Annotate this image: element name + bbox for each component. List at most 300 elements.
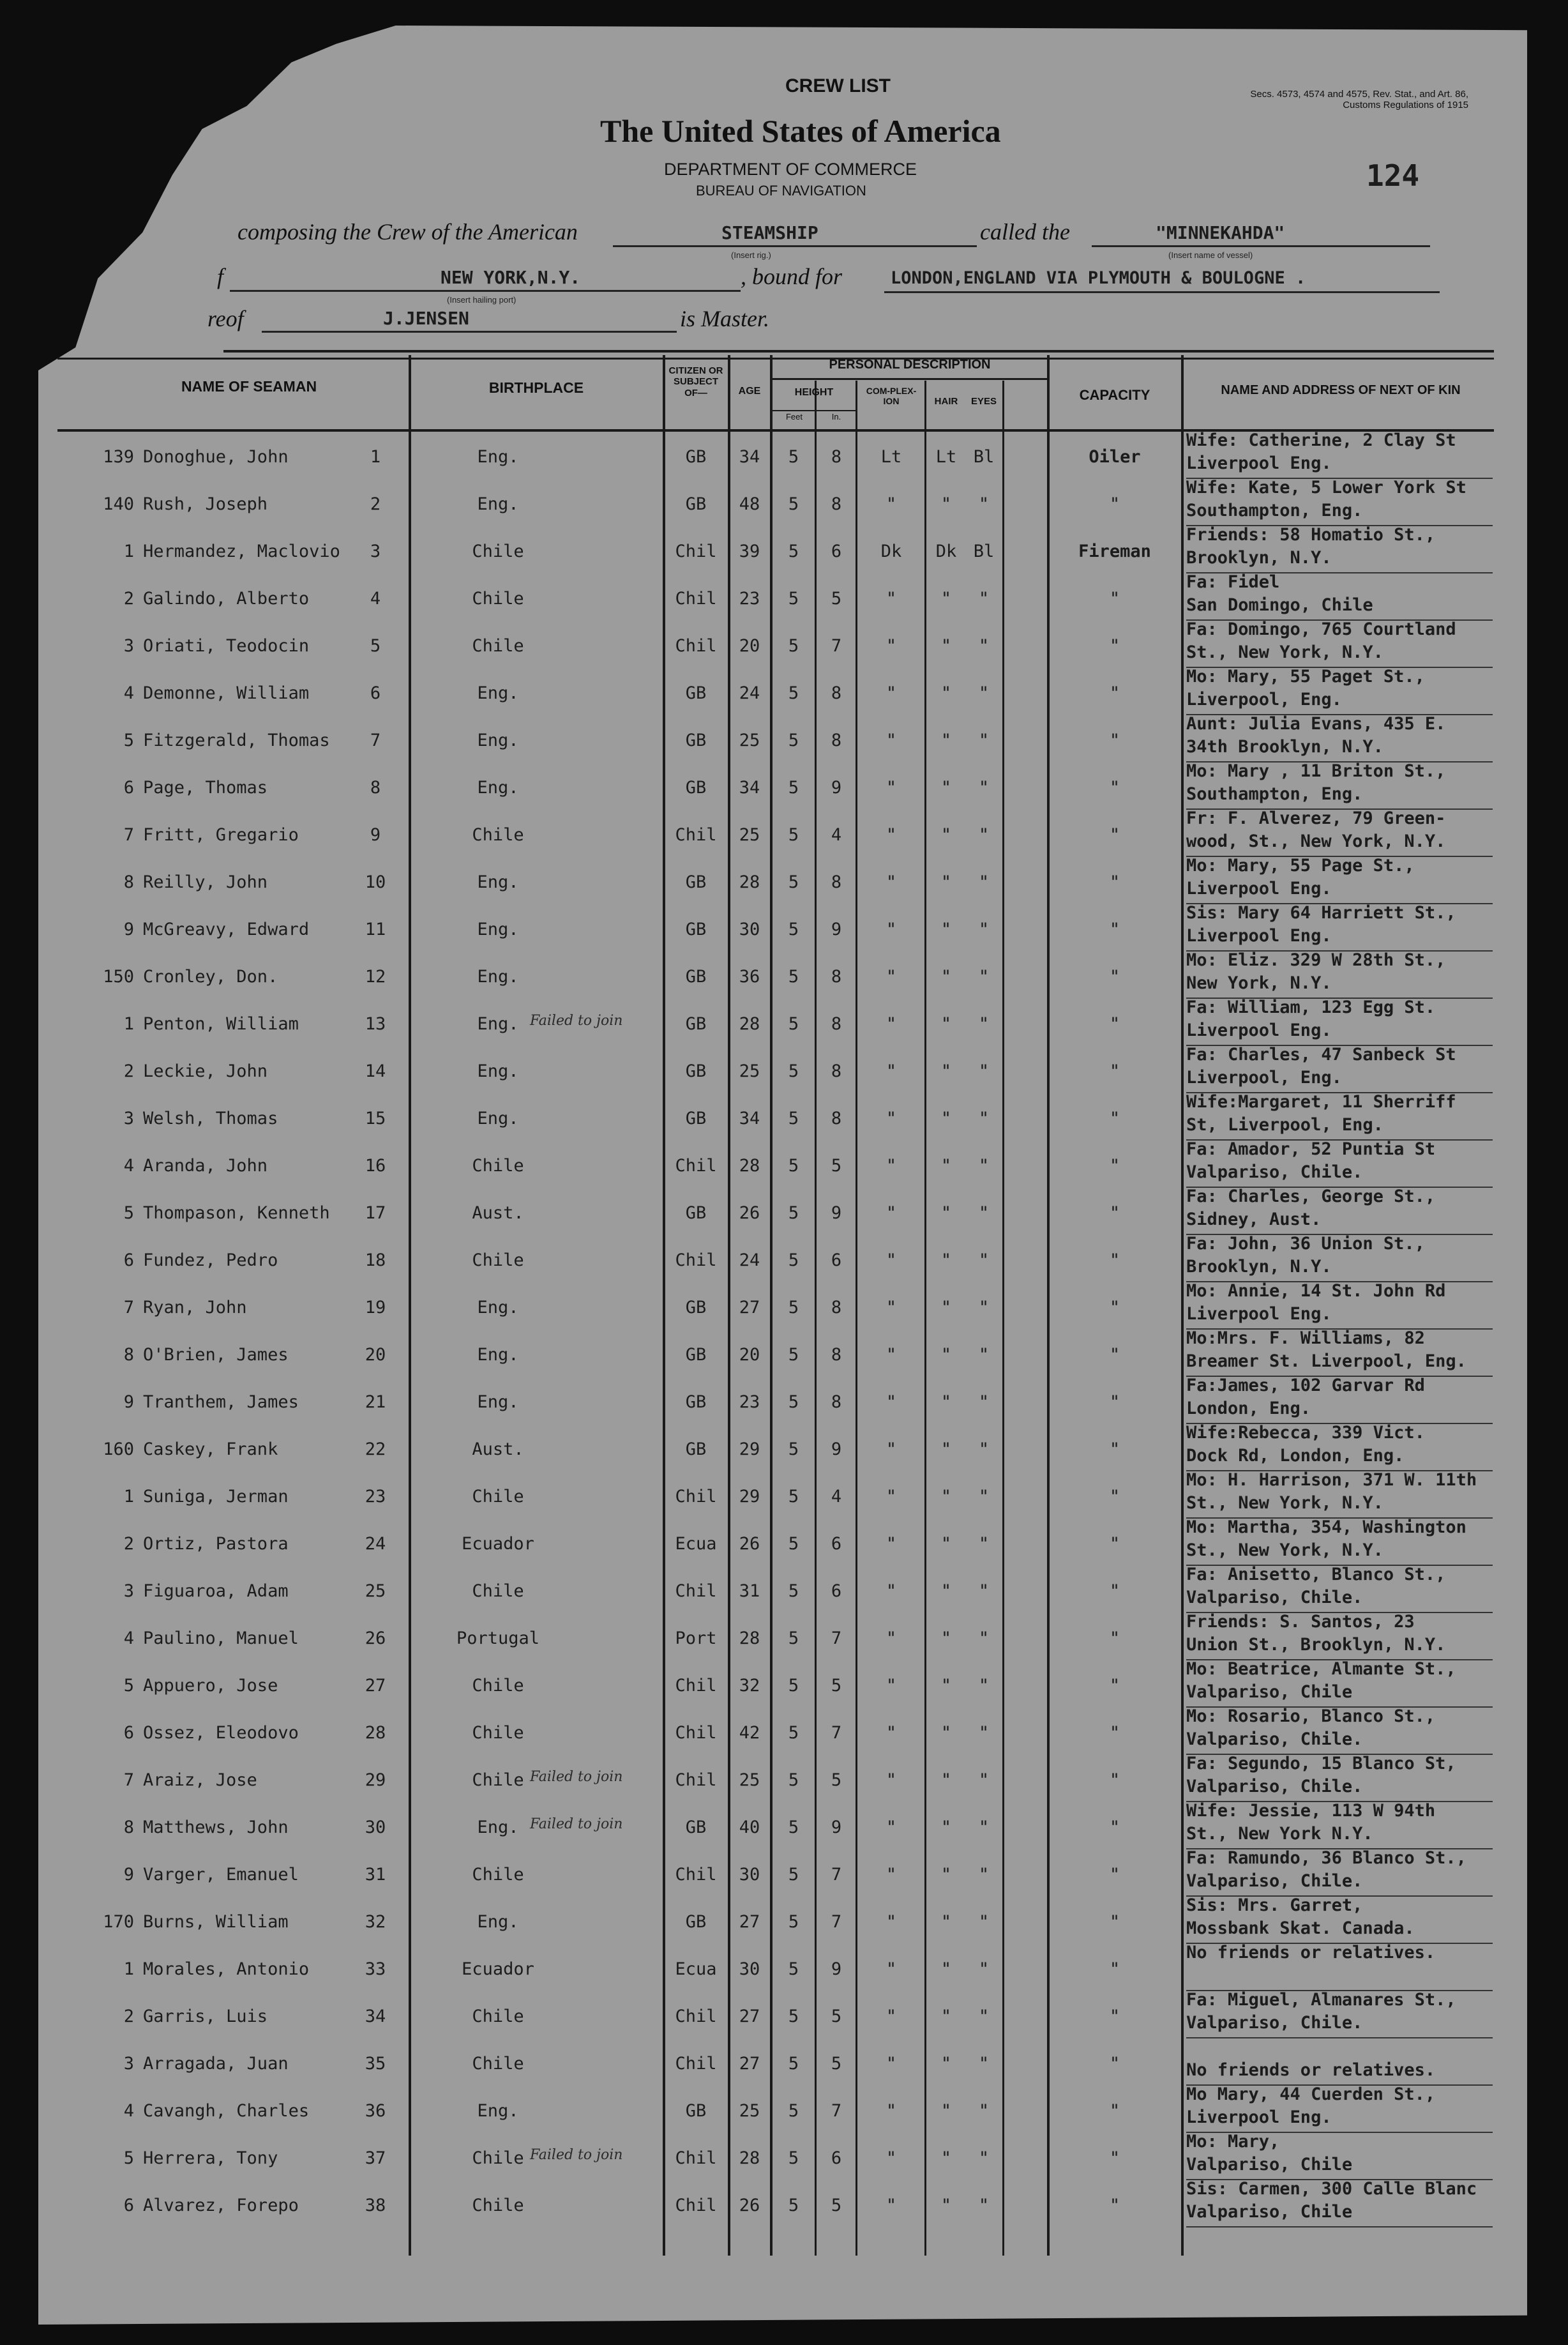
row-tally: 150 (103, 967, 134, 987)
citizenship: GB (685, 1345, 707, 1365)
capacity: " (1109, 1439, 1120, 1459)
capacity: " (1109, 683, 1120, 703)
row-tally: 8 (123, 872, 134, 892)
height-feet: 5 (788, 1628, 799, 1648)
birthplace: Chile (472, 1770, 524, 1790)
citizenship: Ecua (675, 1534, 717, 1554)
complexion: " (886, 1156, 897, 1176)
age: 28 (739, 872, 760, 892)
complexion: " (886, 825, 897, 845)
seaman-number: 30 (365, 1818, 386, 1837)
eyes: " (978, 1865, 990, 1885)
capacity: " (1109, 1061, 1120, 1081)
col-feet-header: Feet (785, 412, 803, 421)
age: 28 (739, 2148, 760, 2168)
capacity: " (1109, 2196, 1120, 2215)
seaman-name: Aranda, John (143, 1156, 268, 1176)
birthplace: Eng. (477, 1109, 519, 1128)
height-feet: 5 (788, 1770, 799, 1790)
seaman-name: Tranthem, James (143, 1392, 299, 1412)
capacity: " (1109, 589, 1120, 609)
next-of-kin-address: Liverpool Eng. (1186, 879, 1332, 899)
next-of-kin-name: Fa: Ramundo, 36 Blanco St., (1186, 1848, 1466, 1868)
col-name-header: NAME OF SEAMAN (181, 378, 317, 395)
next-of-kin-address: Liverpool Eng. (1186, 453, 1332, 473)
row-tally: 7 (123, 825, 134, 845)
hair: " (940, 1061, 952, 1081)
citizenship: GB (685, 1439, 707, 1459)
hair: " (940, 2007, 952, 2026)
master-name: J.JENSEN (383, 308, 469, 329)
age: 28 (739, 1628, 760, 1648)
height-inches: 8 (831, 1014, 842, 1034)
eyes: " (978, 636, 990, 656)
birthplace: Eng. (477, 1014, 519, 1034)
next-of-kin-address: Liverpool Eng. (1186, 1021, 1332, 1040)
age: 23 (739, 589, 760, 609)
birthplace: Eng. (477, 967, 519, 987)
citizenship: Chil (675, 542, 717, 561)
age: 28 (739, 1014, 760, 1034)
capacity: " (1109, 1912, 1120, 1932)
citizenship: Chil (675, 636, 717, 656)
hair: " (940, 2196, 952, 2215)
age: 26 (739, 2196, 760, 2215)
complexion: " (886, 967, 897, 987)
seaman-number: 33 (365, 1959, 386, 1979)
hair: " (940, 1770, 952, 1790)
next-of-kin-name: Wife: Jessie, 113 W 94th (1186, 1801, 1436, 1821)
age: 25 (739, 825, 760, 845)
height-inches: 6 (831, 1250, 842, 1270)
age: 27 (739, 2054, 760, 2074)
birthplace: Eng. (477, 494, 519, 514)
complexion: Dk (880, 542, 902, 561)
next-of-kin-name: Sis: Mrs. Garret, (1186, 1895, 1363, 1915)
height-feet: 5 (788, 1487, 799, 1506)
next-of-kin-address: Valpariso, Chile (1186, 1682, 1353, 1702)
citizenship: GB (685, 447, 707, 467)
next-of-kin-name: Friends: 58 Homatio St., (1186, 525, 1436, 545)
age: 42 (739, 1723, 760, 1743)
seaman-name: Rush, Joseph (143, 494, 268, 514)
age: 30 (739, 920, 760, 939)
age: 31 (739, 1581, 760, 1601)
citizenship: Chil (675, 1770, 717, 1790)
height-feet: 5 (788, 1014, 799, 1034)
row-tally: 5 (123, 731, 134, 750)
seaman-number: 10 (365, 872, 386, 892)
next-of-kin-address: St, Liverpool, Eng. (1186, 1115, 1383, 1135)
seaman-name: Page, Thomas (143, 778, 268, 798)
next-of-kin-name: Wife:Rebecca, 339 Vict. (1186, 1423, 1425, 1443)
seaman-number: 9 (370, 825, 381, 845)
seaman-name: Ossez, Eleodovo (143, 1723, 299, 1743)
eyes: " (978, 1298, 990, 1317)
complexion: " (886, 1676, 897, 1696)
rig-hint: (Insert rig.) (731, 250, 771, 260)
citizenship: Chil (675, 2007, 717, 2026)
height-inches: 5 (831, 1676, 842, 1696)
table-top-rule (223, 350, 1494, 353)
height-inches: 9 (831, 1818, 842, 1837)
complexion: " (886, 1014, 897, 1034)
bound-label: , bound for (741, 264, 843, 289)
complexion: " (886, 1487, 897, 1506)
capacity: " (1109, 1959, 1120, 1979)
bureau-label: BUREAU OF NAVIGATION (696, 183, 866, 199)
row-tally: 4 (123, 1156, 134, 1176)
height-feet: 5 (788, 967, 799, 987)
row-tally: 8 (123, 1818, 134, 1837)
complexion: " (886, 2196, 897, 2215)
next-of-kin-name: Mo:Mrs. F. Williams, 82 (1186, 1328, 1425, 1348)
height-inches: 8 (831, 1109, 842, 1128)
table-row (0, 1990, 1568, 2047)
seaman-name: Hermandez, Maclovio (143, 542, 340, 561)
failed-to-join-note: Failed to join (530, 1013, 623, 1029)
seaman-name: Welsh, Thomas (143, 1109, 278, 1128)
next-of-kin-address: New York, N.Y. (1186, 973, 1332, 993)
complexion: " (886, 2054, 897, 2074)
next-of-kin-name: Mo Mary, 44 Cuerden St., (1186, 2084, 1436, 2104)
seaman-number: 34 (365, 2007, 386, 2026)
hair: " (940, 494, 952, 514)
complexion: " (886, 1250, 897, 1270)
capacity: " (1109, 2007, 1120, 2026)
birthplace: Eng. (477, 1345, 519, 1365)
capacity: " (1109, 1628, 1120, 1648)
height-inches: 8 (831, 1392, 842, 1412)
eyes: " (978, 2196, 990, 2215)
vessel-hint: (Insert name of vessel) (1168, 250, 1253, 260)
complexion: " (886, 1818, 897, 1837)
statute-reference: Secs. 4573, 4574 and 4575, Rev. Stat., and Art. 86, Customs Regulations of 1915 (1250, 89, 1468, 110)
next-of-kin-name: Mo: Mary, 55 Paget St., (1186, 667, 1425, 687)
capacity: " (1109, 731, 1120, 750)
eyes: " (978, 1581, 990, 1601)
called-label: called the (980, 219, 1070, 245)
citizenship: GB (685, 1818, 707, 1837)
citizenship: Chil (675, 1723, 717, 1743)
capacity: " (1109, 1156, 1120, 1176)
age: 23 (739, 1392, 760, 1412)
seaman-name: Demonne, William (143, 683, 310, 703)
birthplace: Aust. (472, 1439, 524, 1459)
seaman-number: 6 (370, 683, 381, 703)
capacity: " (1109, 1865, 1120, 1885)
age: 24 (739, 683, 760, 703)
height-feet: 5 (788, 494, 799, 514)
age: 48 (739, 494, 760, 514)
complexion: " (886, 1345, 897, 1365)
hair: " (940, 1298, 952, 1317)
birthplace: Ecuador (462, 1959, 534, 1979)
next-of-kin-name: Mo: Mary , 11 Briton St., (1186, 761, 1446, 781)
birthplace: Chile (472, 825, 524, 845)
height-inches: 6 (831, 542, 842, 561)
complexion: " (886, 1628, 897, 1648)
hair: " (940, 1109, 952, 1128)
destination: LONDON,ENGLAND VIA PLYMOUTH & BOULOGNE . (891, 268, 1306, 288)
complexion: " (886, 1061, 897, 1081)
citizenship: GB (685, 1061, 707, 1081)
eyes: " (978, 1014, 990, 1034)
row-tally: 6 (123, 2196, 134, 2215)
eyes: " (978, 1487, 990, 1506)
next-of-kin-address: wood, St., New York, N.Y. (1186, 831, 1446, 851)
height-inches: 8 (831, 447, 842, 467)
eyes: " (978, 2054, 990, 2074)
row-tally: 7 (123, 1298, 134, 1317)
birthplace: Eng. (477, 731, 519, 750)
table-row (0, 2179, 1568, 2236)
height-inches: 6 (831, 1581, 842, 1601)
capacity: Oiler (1089, 447, 1141, 467)
height-inches: 7 (831, 2101, 842, 2121)
citizenship: Chil (675, 2148, 717, 2168)
birthplace: Eng. (477, 872, 519, 892)
row-tally: 5 (123, 2148, 134, 2168)
row-tally: 1 (123, 542, 134, 561)
line3-prefix: reof (207, 306, 244, 331)
seaman-name: Fritt, Gregario (143, 825, 299, 845)
seaman-name: Caskey, Frank (143, 1439, 278, 1459)
next-of-kin-address: Dock Rd, London, Eng. (1186, 1446, 1405, 1466)
complexion: " (886, 1865, 897, 1885)
destination-line (884, 291, 1440, 293)
hair: " (940, 1345, 952, 1365)
seaman-number: 15 (365, 1109, 386, 1128)
citizenship: GB (685, 920, 707, 939)
next-of-kin-name: Fa: Fidel (1186, 572, 1280, 592)
seaman-name: Garris, Luis (143, 2007, 268, 2026)
seaman-name: Leckie, John (143, 1061, 268, 1081)
department-label: DEPARTMENT OF COMMERCE (664, 160, 917, 179)
next-of-kin-address: London, Eng. (1186, 1399, 1311, 1418)
row-tally: 6 (123, 1723, 134, 1743)
complexion: " (886, 2101, 897, 2121)
hair: Dk (935, 542, 957, 561)
age: 30 (739, 1959, 760, 1979)
seaman-name: Alvarez, Forepo (143, 2196, 299, 2215)
height-inches: 7 (831, 1865, 842, 1885)
age: 25 (739, 1061, 760, 1081)
seaman-name: Araiz, Jose (143, 1770, 257, 1790)
age: 20 (739, 636, 760, 656)
hair: " (940, 589, 952, 609)
capacity: " (1109, 1203, 1120, 1223)
next-of-kin-address: St., New York, N.Y. (1186, 1493, 1383, 1513)
hair: " (940, 2101, 952, 2121)
birthplace: Ecuador (462, 1534, 534, 1554)
age: 28 (739, 1156, 760, 1176)
height-feet: 5 (788, 1818, 799, 1837)
vessel-name: "MINNEKAHDA" (1156, 222, 1285, 243)
eyes: " (978, 589, 990, 609)
next-of-kin-name: Wife: Catherine, 2 Clay St (1186, 430, 1456, 450)
seaman-number: 35 (365, 2054, 386, 2074)
capacity: " (1109, 1534, 1120, 1554)
next-of-kin-name: Fa: John, 36 Union St., (1186, 1234, 1425, 1254)
eyes: " (978, 2007, 990, 2026)
row-tally: 5 (123, 1676, 134, 1696)
row-tally: 170 (103, 1912, 134, 1932)
hair: " (940, 1250, 952, 1270)
next-of-kin-address: Southampton, Eng. (1186, 784, 1363, 804)
next-of-kin-address: Mossbank Skat. Canada. (1186, 1918, 1415, 1938)
hair: " (940, 1534, 952, 1554)
capacity: Fireman (1078, 542, 1151, 561)
seaman-number: 22 (365, 1439, 386, 1459)
row-tally: 2 (123, 2007, 134, 2026)
personal-rule (773, 378, 1047, 380)
birthplace: Chile (472, 1156, 524, 1176)
next-of-kin-name: Fa: William, 123 Egg St. (1186, 998, 1436, 1017)
citizenship: GB (685, 494, 707, 514)
row-tally: 3 (123, 2054, 134, 2074)
row-tally: 2 (123, 1061, 134, 1081)
height-feet: 5 (788, 1723, 799, 1743)
row-tally: 3 (123, 636, 134, 656)
birthplace: Chile (472, 636, 524, 656)
next-of-kin-address: Valpariso, Chile (1186, 2202, 1353, 2222)
hair: " (940, 1203, 952, 1223)
birthplace: Eng. (477, 1298, 519, 1317)
capacity: " (1109, 1250, 1120, 1270)
birthplace: Eng. (477, 1818, 519, 1837)
citizenship: GB (685, 683, 707, 703)
height-feet: 5 (788, 1061, 799, 1081)
next-of-kin-address: Liverpool, Eng. (1186, 1068, 1342, 1088)
seaman-number: 29 (365, 1770, 386, 1790)
sheet-number: 124 (1366, 158, 1420, 193)
eyes: " (978, 1770, 990, 1790)
eyes: " (978, 1676, 990, 1696)
citizenship: GB (685, 731, 707, 750)
seaman-name: Reilly, John (143, 872, 268, 892)
seaman-number: 28 (365, 1723, 386, 1743)
next-of-kin-name: Sis: Mary 64 Harriett St., (1186, 903, 1456, 923)
row-tally: 3 (123, 1581, 134, 1601)
citizenship: Chil (675, 2054, 717, 2074)
eyes: " (978, 1156, 990, 1176)
seaman-name: Galindo, Alberto (143, 589, 310, 609)
next-of-kin-address: Breamer St. Liverpool, Eng. (1186, 1351, 1466, 1371)
citizenship: Chil (675, 825, 717, 845)
height-feet: 5 (788, 2007, 799, 2026)
age: 32 (739, 1676, 760, 1696)
age: 40 (739, 1818, 760, 1837)
next-of-kin-name: Fa: Charles, George St., (1186, 1187, 1436, 1206)
birthplace: Chile (472, 2148, 524, 2168)
age: 36 (739, 967, 760, 987)
seaman-number: 13 (365, 1014, 386, 1034)
hair: Lt (935, 447, 957, 467)
next-of-kin-name: Aunt: Julia Evans, 435 E. (1186, 714, 1446, 734)
eyes: " (978, 920, 990, 939)
next-of-kin-address: Southampton, Eng. (1186, 501, 1363, 520)
height-inches: 9 (831, 1959, 842, 1979)
birthplace: Portugal (456, 1628, 540, 1648)
height-inches: 5 (831, 589, 842, 609)
birthplace: Eng. (477, 778, 519, 798)
capacity: " (1109, 494, 1120, 514)
eyes: " (978, 1061, 990, 1081)
seaman-name: Oriati, Teodocin (143, 636, 310, 656)
eyes: " (978, 1534, 990, 1554)
seaman-number: 3 (370, 542, 381, 561)
next-of-kin-name: Fa: Domingo, 765 Courtland (1186, 619, 1456, 639)
height-feet: 5 (788, 1250, 799, 1270)
next-of-kin-name: Fa: Anisetto, Blanco St., (1186, 1565, 1446, 1584)
seaman-number: 17 (365, 1203, 386, 1223)
capacity: " (1109, 1676, 1120, 1696)
citizenship: GB (685, 1912, 707, 1932)
eyes: " (978, 872, 990, 892)
next-of-kin-name: Fa: Amador, 52 Puntia St (1186, 1139, 1436, 1159)
next-of-kin-name: Mo: Eliz. 329 W 28th St., (1186, 950, 1446, 970)
height-inches: 8 (831, 1061, 842, 1081)
next-of-kin-address: No friends or relatives. (1186, 2060, 1436, 2080)
kin-underline (1186, 2226, 1493, 2227)
citizenship: GB (685, 967, 707, 987)
birthplace: Chile (472, 1676, 524, 1696)
height-feet: 5 (788, 1156, 799, 1176)
col-inches-header: In. (831, 412, 841, 421)
eyes: Bl (973, 542, 995, 561)
next-of-kin-name: Mo: H. Harrison, 371 W. 11th (1186, 1470, 1477, 1490)
hair: " (940, 1392, 952, 1412)
hair: " (940, 1865, 952, 1885)
col-complexion-header: COM-PLEX-ION (866, 386, 917, 407)
next-of-kin-name: Wife:Margaret, 11 Sherriff (1186, 1092, 1456, 1112)
height-feet: 5 (788, 920, 799, 939)
eyes: " (978, 1912, 990, 1932)
birthplace: Chile (472, 589, 524, 609)
seaman-number: 23 (365, 1487, 386, 1506)
next-of-kin-name: Mo: Mary, 55 Page St., (1186, 856, 1415, 876)
seaman-name: Ryan, John (143, 1298, 247, 1317)
row-tally: 6 (123, 778, 134, 798)
height-inches: 5 (831, 2054, 842, 2074)
height-inches: 7 (831, 1912, 842, 1932)
hair: " (940, 967, 952, 987)
eyes: " (978, 1203, 990, 1223)
eyes: " (978, 1345, 990, 1365)
height-inches: 4 (831, 825, 842, 845)
height-feet: 5 (788, 1676, 799, 1696)
height-feet: 5 (788, 1392, 799, 1412)
height-inches: 6 (831, 1534, 842, 1554)
capacity: " (1109, 1581, 1120, 1601)
hair: " (940, 2148, 952, 2168)
hair: " (940, 1014, 952, 1034)
next-of-kin-address: Sidney, Aust. (1186, 1210, 1322, 1229)
hair: " (940, 920, 952, 939)
next-of-kin-name: Friends: S. Santos, 23 (1186, 1612, 1415, 1632)
next-of-kin-name: Mo: Mary, (1186, 2132, 1280, 2151)
next-of-kin-name: Mo: Martha, 354, Washington (1186, 1517, 1466, 1537)
citizenship: Chil (675, 589, 717, 609)
table-row (0, 2084, 1568, 2142)
age: 26 (739, 1534, 760, 1554)
capacity: " (1109, 1723, 1120, 1743)
seaman-number: 27 (365, 1676, 386, 1696)
eyes: " (978, 2148, 990, 2168)
next-of-kin-address: Brooklyn, N.Y. (1186, 1257, 1332, 1277)
height-feet: 5 (788, 2101, 799, 2121)
